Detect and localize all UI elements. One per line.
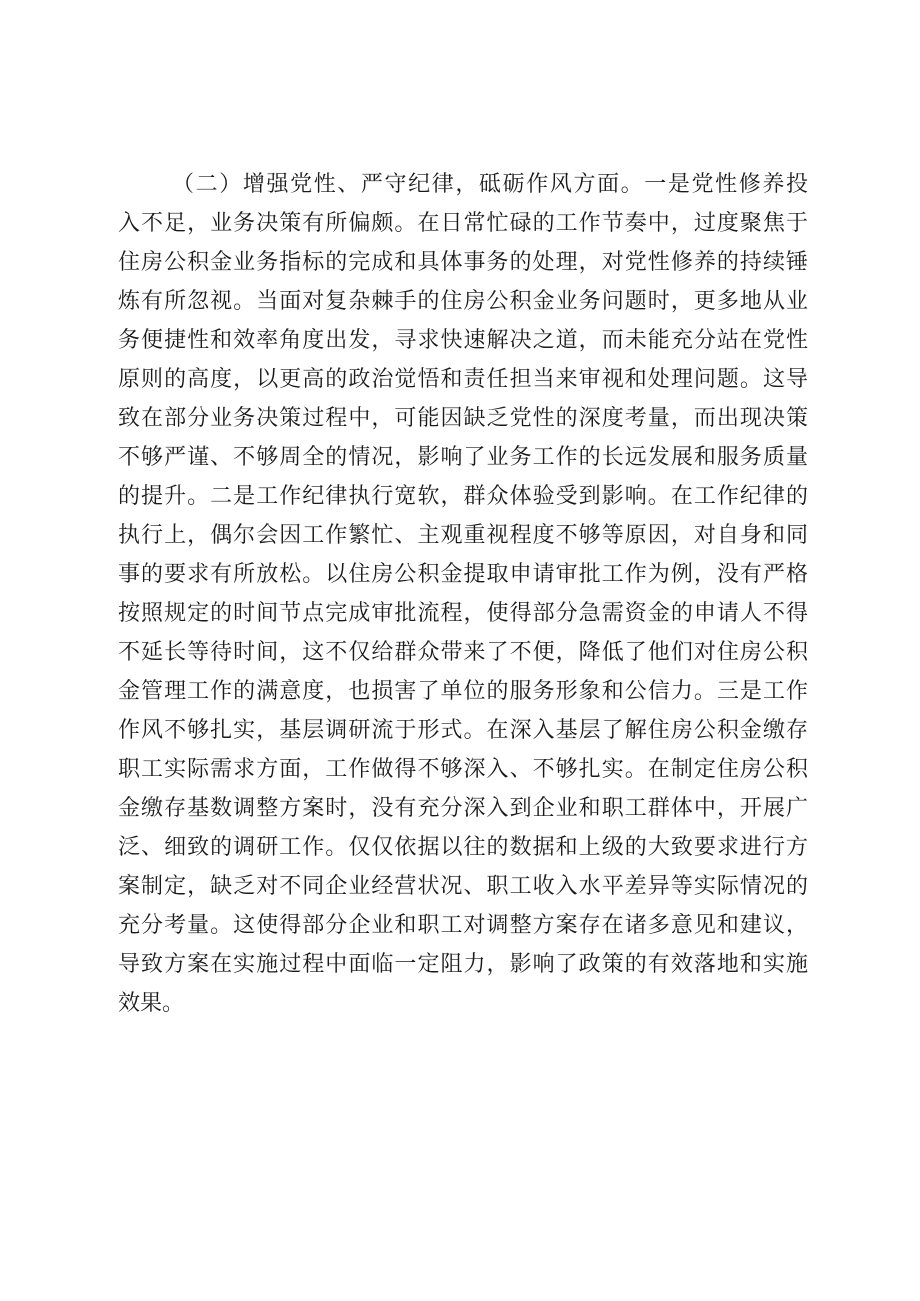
paragraph-line: 金缴存基数调整方案时，没有充分深入到企业和职工群体中，开展广 (118, 796, 808, 821)
paragraph-line: 炼有所忽视。当面对复杂棘手的住房公积金业务问题时，更多地从业 (118, 289, 808, 314)
paragraph-line: 不够严谨、不够周全的情况，影响了业务工作的长远发展和服务质量 (118, 445, 808, 470)
paragraph-line: 的提升。二是工作纪律执行宽软，群众体验受到影响。在工作纪律的 (118, 484, 808, 509)
paragraph-line: 职工实际需求方面，工作做得不够深入、不够扎实。在制定住房公积 (118, 757, 808, 782)
paragraph-line: 金管理工作的满意度，也损害了单位的服务形象和公信力。三是工作 (118, 679, 808, 704)
paragraph-line: 效果。 (118, 991, 185, 1016)
paragraph-line: 务便捷性和效率角度出发，寻求快速解决之道，而未能充分站在党性 (118, 328, 808, 353)
paragraph-line: 执行上，偶尔会因工作繁忙、主观重视程度不够等原因，对自身和同 (118, 523, 808, 548)
body-paragraph (118, 165, 808, 1023)
paragraph-line: 按照规定的时间节点完成审批流程，使得部分急需资金的申请人不得 (118, 601, 808, 626)
paragraph-line: 入不足，业务决策有所偏颇。在日常忙碌的工作节奏中，过度聚焦于 (118, 211, 808, 236)
paragraph-line: 致在部分业务决策过程中，可能因缺乏党性的深度考量，而出现决策 (118, 406, 808, 431)
paragraph-line: 不延长等待时间，这不仅给群众带来了不便，降低了他们对住房公积 (118, 640, 808, 665)
paragraph-line: 原则的高度，以更高的政治觉悟和责任担当来审视和处理问题。这导 (118, 367, 808, 392)
paragraph-line: 充分考量。这使得部分企业和职工对调整方案存在诸多意见和建议， (118, 913, 808, 938)
paragraph-line: 导致方案在实施过程中面临一定阻力，影响了政策的有效落地和实施 (118, 952, 808, 977)
paragraph-line: 住房公积金业务指标的完成和具体事务的处理，对党性修养的持续锤 (118, 250, 808, 275)
paragraph-line: 泛、细致的调研工作。仅仅依据以往的数据和上级的大致要求进行方 (118, 835, 808, 860)
paragraph-line: （二）增强党性、严守纪律，砥砺作风方面。一是党性修养投 (172, 172, 808, 197)
paragraph-line: 作风不够扎实，基层调研流于形式。在深入基层了解住房公积金缴存 (118, 718, 808, 743)
paragraph-line: 事的要求有所放松。以住房公积金提取申请审批工作为例，没有严格 (118, 562, 808, 587)
paragraph-line: 案制定，缺乏对不同企业经营状况、职工收入水平差异等实际情况的 (118, 874, 808, 899)
